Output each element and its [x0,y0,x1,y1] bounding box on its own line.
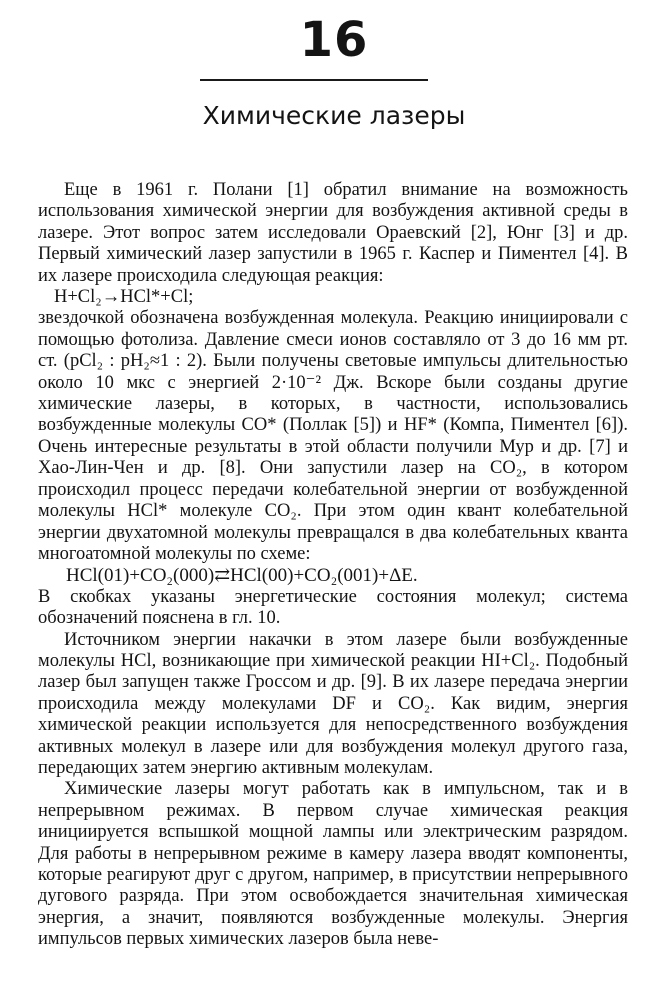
paragraph-reaction-details: звездочкой обозначена возбужденная молекула. Реакцию инициировали с помощью фотолиза. Давление смеси ионов составляло от 3 до 16 мм рт. ст. (pCl₂ : pH₂≈1 : 2). Были получены световые импульсы длительностью около 10 мкс с энергией 2·10⁻² Дж. Вскоре были созданы другие химические лазеры, в которых, в частности, использовались возбужденные молекулы CO* (Поллак [5]) и HF* (Компа, Пиментел [6]). Очень интересные результаты в этой области получили Мур и др. [7] и Хао-Лин-Чен и др. [8]. Они запустили лазер на CO₂, в котором происходил процесс передачи колебательной энергии от возбужденной молекулы HCl* молекуле CO₂. При этом один квант колебательной энергии двухатомной молекулы превращался в два колебательных кванта многоатомной молекулы по схеме: [38,308,628,564]
energy-transfer-formula: HCl(01)+CO₂(000)⇄HCl(00)+CO₂(001)+ΔE. [66,565,418,587]
paragraph-notation: В скобках указаны энергетические состояния молекул; система обозначений пояснена в гл. 10. [38,586,628,629]
reaction-formula: H+Cl₂→HCl*+Cl; [54,287,194,308]
paragraph-operating-modes: Химические лазеры могут работать как в импульсном, так и в непрерывном режимах. В первом случае химическая реакция инициируется вспышкой мощной лампы или электрическим разрядом. Для работы в непрерывном режиме в камеру лазера вводят компоненты, которые реагируют друг с другом, например, в присутствии непрерывного дугового разряда. При этом освобождается значительная химическая энергия, а значит, появляются возбужденные молекулы. Энергия импульсов первых химических лазеров была неве- [38,779,628,950]
chapter-title: Химические лазеры [202,101,466,130]
paragraph-pump-source: Источником энергии накачки в этом лазере были возбужденные молекулы HCl, возникающие при химической реакции HI+Cl₂. Подобный лазер был запущен также Гроссом и др. [9]. В их лазере передача энергии происходила между молекулами DF и CO₂. Как видим, энергия химической реакции используется для непосредственного возбуждения активных молекул в лазере или для возбуждения молекул другого газа, передающих затем энергию активным молекулам. [38,629,628,778]
paragraph-intro: Еще в 1961 г. Полани [1] обратил внимание на возможность использования химической энергии для возбуждения активной среды в лазере. Этот вопрос затем исследовали Ораевский [2], Юнг [3] и др. Первый химический лазер запустили в 1965 г. Каспер и Пиментел [4]. В их лазере происходила следующая реакция: [38,180,628,286]
body-text [38,180,628,951]
chapter-divider [200,79,428,81]
chapter-number: 16 [299,12,369,68]
